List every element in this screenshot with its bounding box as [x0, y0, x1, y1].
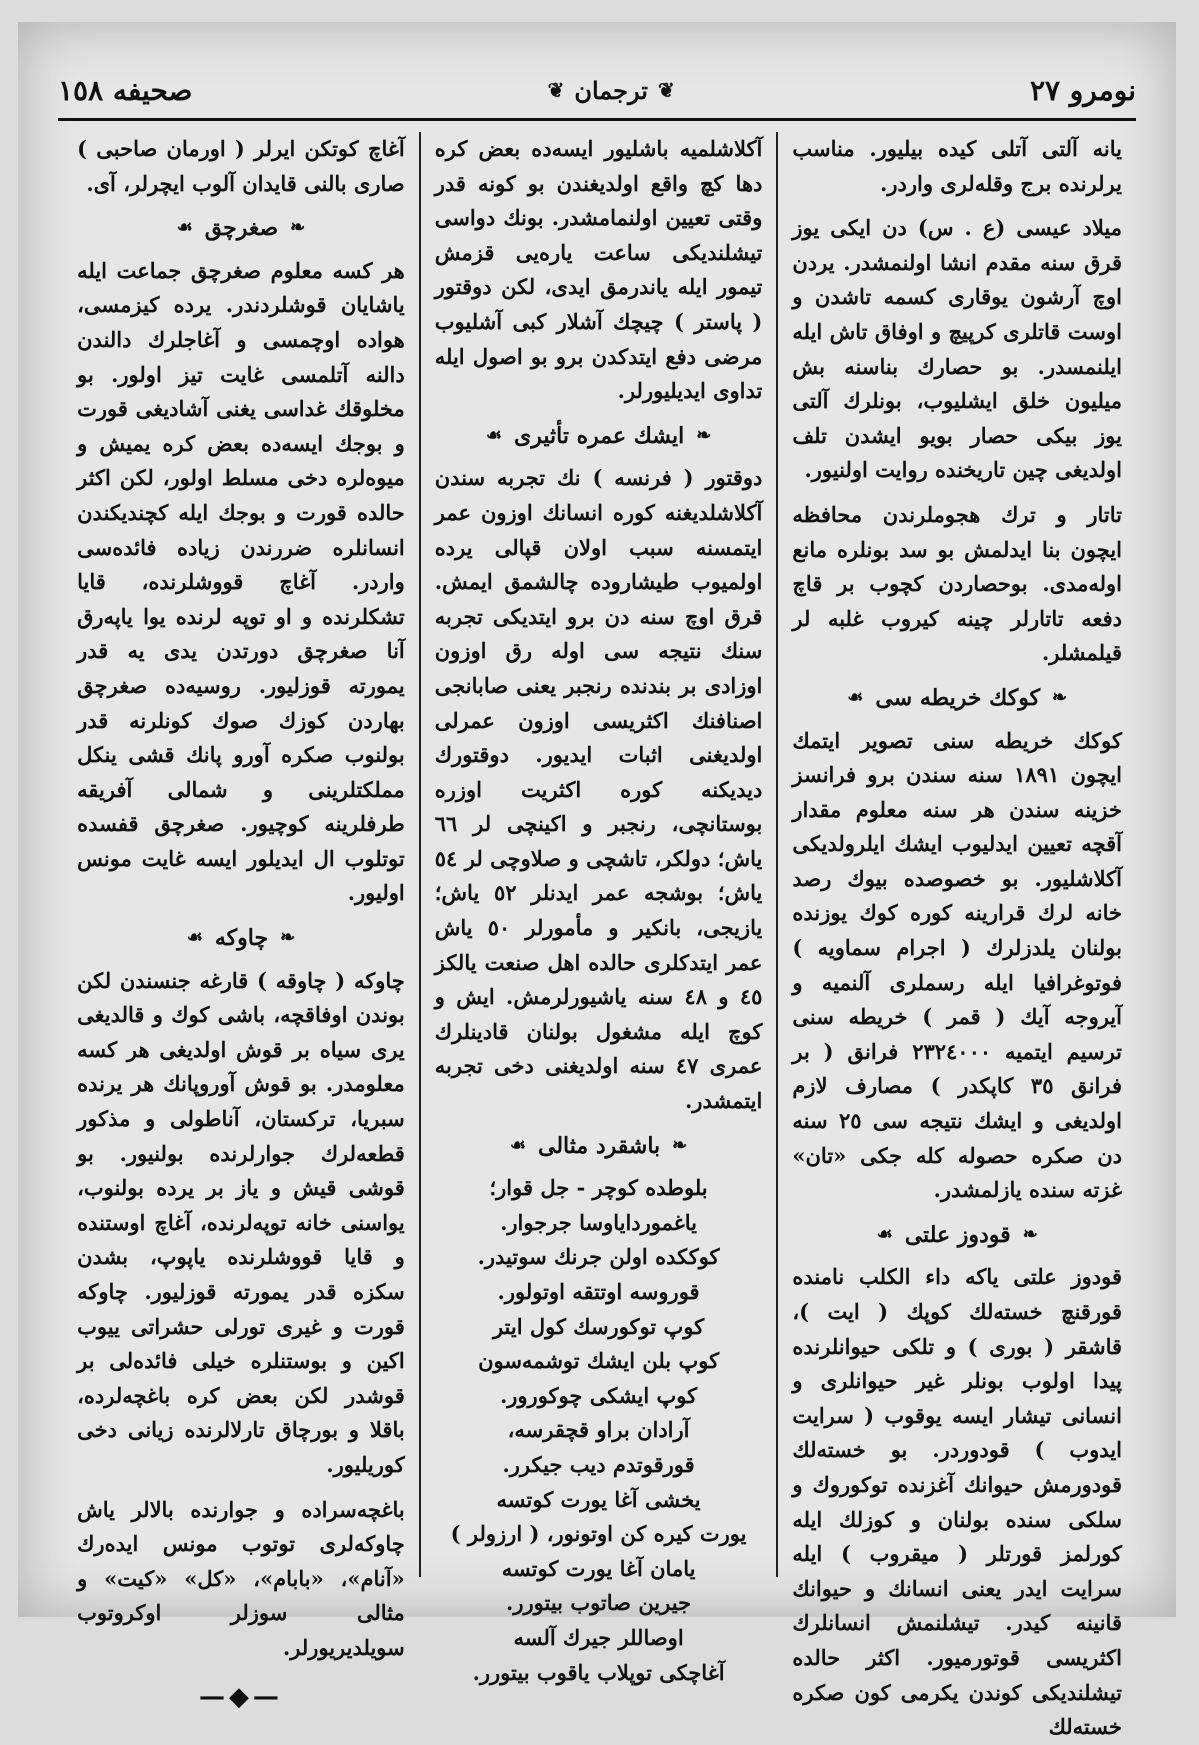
poem-line: قورقوتدم ديب جيكرر. — [502, 1451, 695, 1477]
ornament-icon: ❧ — [290, 217, 306, 239]
paragraph: يانه آلتى آتلى كيده بيليور. مناسب يرلرنده برج وقلەلرى واردر. — [792, 136, 1122, 196]
poem-line: يامان آغا يورت كوتسه — [501, 1555, 696, 1581]
paragraph: آغاچ كوتكن ايرلر ( اورمان صاحبى ) صارى بالنى قايدان آلوب ايچرلر، آى. — [77, 136, 405, 196]
ornament-icon: ☙ — [847, 686, 864, 708]
poem-line: اوصاللر جيرك آلسه — [513, 1624, 684, 1650]
ornament-icon: ☙ — [176, 217, 193, 239]
ornament-icon: ❧ — [1052, 686, 1068, 708]
paragraph: قودوز علتى ياكه داء الكلب نامنده قورقنچ خستەلك كوپك ( ايت )، قاشقر ( بورى ) و تلكى حيوانلرنده پيدا اولوب بونلر غير حيوانلرى و انسانى تيشار ايسه يوقوب ( سرايت ايدوب ) قودوردر. بو خستەلك قودورمش حيوانك آغزنده توكوروك و سلكى سنده بولنان و كوزلك ايله كورلمز قورتلر ( ميقروب ) ايله سرايت ايدر يعنى انسانك و حيوانك قانينه كيدر. تيشلنمش انسانلرك اكثريسى قوتورميور. اكثر حالده تيشلنديكى كوندن يكرمى كون صكره خستەلك — [792, 1264, 1122, 1740]
poem-line: كوپ توكورسك كول ايتر — [492, 1313, 705, 1339]
newspaper-page — [18, 22, 1176, 1740]
section-heading — [792, 681, 1122, 716]
section-title: ايشك عمره تأثيرى — [514, 422, 685, 449]
ornament-icon: ❧ — [1022, 1223, 1038, 1245]
poem — [435, 1171, 763, 1690]
ornament-icon: ☙ — [186, 927, 203, 949]
paragraph: باغچەسراده و جوارنده بالالر ياش چاوكەلرى توتوب مونس ايدەرك «آنام»، «بابام»، «كل» «كيت» و مثالى سوزلر اوكروتوب سويلديريورلر. — [77, 1496, 405, 1660]
poem-line: آرادان براو قچقرسه، — [507, 1417, 690, 1443]
column-middle — [421, 132, 779, 1685]
newspaper-title: ترجمان — [574, 75, 648, 105]
ornament-icon: ❧ — [696, 424, 712, 446]
paragraph: هر كسه معلوم صغرچق جماعت ايله ياشايان قوشلردندر. يرده كيزمسى، هواده اوچمسى و آغاجلرك دالندن دالنه آتلمسى غايت تيز اولور. بو مخلوقك غداسى يغنى آشاديغى قورت و بوجك ايسەده بعض كره يميش و ميوەلره دخى مسلط اولور، لكن اكثر حالده قورت و بوجك ايله كچنديكندن انسانلره ضررندن زياده فائدەسى واردر. آغاچ قووشلرنده، قايا تشكلرنده و او توپه لرنده يوا ياپەرق آنا صغرچق دورتدن يدى يه قدر يمورته قوزليور. روسيەده صغرچق بهاردن كوزك صوك كونلرنه قدر بولنوب صكره آورو پانك قشى ينكل مملكتلرينى و شمالى آفريقه طرفلرينه كوچيور. صغرچق قفسده توتلوب ال ايديلور ايسه غايت مونس اوليور. — [77, 257, 405, 906]
column-right — [778, 132, 1136, 1740]
masthead — [548, 76, 675, 105]
paragraph: دوقتور ( فرنسه ) نك تجربه سندن آكلاشلديغنه كوره انسانك اوزون عمر ايتمسنه سبب اولان قپالى يرده اولميوب طيشاروده چالشمق ايمش. قرق اوچ سنه دن برو ايتديكى تجربه سنك نتيجه سى اوله رق اوزون اوزادى بر بندنده رنجبر يعنى صابانجى اصنافنك اكثريسى اوزون عمرلى اولديغنى اثبات ايديور. دوقتورك ديديكنه كوره اكثريت اوزره بوستانچى، رنجبر و اكينچى لر ٦٦ ياش؛ دولكر، تاشچى و صلاوچى لر ٥٤ ياش؛ بوشجه عمر ايدنلر ٥٢ ياش؛ يازيجى، بانكير و مأمورلر ٥٠ ياش عمر ايتدكلرى حالده اهل صنعت يالكز ٤٥ و ٤٨ سنه ياشيورلرمش. ايش و كوچ ايله مشغول بولنان قادينلرك عمرى ٤٧ سنه اولديغنى دخى تجربه ايتمشدر. — [434, 465, 763, 1114]
section-heading — [435, 1129, 763, 1164]
section-heading — [792, 1218, 1122, 1253]
poem-line: كوككده اولن جرنك سوتيدر. — [477, 1244, 720, 1270]
column-left — [63, 132, 421, 1712]
ornament-icon: ❦ — [657, 78, 675, 102]
paragraph: آكلاشلميه باشليور ايسەده بعض كره دها كچ واقع اولديغندن بو كونه قدر وقتى تعيين اولنمامشدر. بونك دواسى تيشلنديكى ساعت يارەيى قزمش تيمور ايله ياندرمق ايدى، لكن دوقتور ( پاستر ) چيچك آشلار كبى آشليوب مرضى دفع ايتدكدن برو بو اصول ايله تداوى ايديليورلر. — [434, 136, 763, 404]
poem-line: بلوطده كوچر - جل قوار؛ — [489, 1175, 708, 1201]
paragraph: چاوكه ( چاوقه ) قارغه جنسندن لكن بوندن اوفاقچه، باشى كوك و قالديغى يرى سياه بر قوش اولديغى هر كسه معلومدر. بو قوش آوروپانك هر يرنده سبريا، تركستان، آناطولى و مذكور قطعەلرك جوارلرنده بولنيور. بو قوشى قيش و ياز بر يرده بولنوب، يواسنى خانه توپەلرنده، آغاچ اوستنده و قايا قووشلرنده ياپوپ، بشدن سكزه قدر يمورته قوزليور. چاوكه قورت و غيرى تورلى حشراتى ييوب اكين و بوستنلره خيلى فائدەلى بر قوشدر لكن بعض كره باغچەلرده، باقلا و بورچاق تارلالرنده زيانى دخى كوريليور. — [77, 967, 405, 1477]
section-title: كوكك خريطه سى — [875, 684, 1041, 711]
poem-line: ياغمورداياوسا جرجوار. — [500, 1209, 698, 1235]
section-heading — [435, 419, 763, 454]
ornament-icon: ☙ — [509, 1134, 527, 1156]
poem-line: جيرين صاتوب بيتورر. — [506, 1590, 692, 1616]
poem-line: يخشى آغا يورت كوتسه — [496, 1486, 701, 1512]
poem-line: آغاچكى توپلاب ياقوب بيتورر. — [472, 1659, 725, 1685]
paragraph: تاتار و ترك هجوملرندن محافظه ايچون بنا ايدلمش بو سد بونلره مانع اولەمدى. بوحصاردن كچوب بر قاچ دفعه تاتارلر چينه كيروب غلبه لر قيلمشلر. — [792, 501, 1122, 666]
section-title: چاوكه — [214, 925, 269, 952]
section-heading — [77, 211, 405, 246]
section-title: قودوز علتى — [904, 1221, 1011, 1248]
section-heading — [77, 921, 405, 956]
poem-line: كوپ بلن ايشك توشمەسون — [478, 1348, 720, 1374]
poem-line: يورت كيره كن اوتونور، ( ارزولر ) — [450, 1521, 747, 1547]
poem-line: كوپ ايشكى چوكورور. — [499, 1382, 698, 1408]
header-rule — [58, 118, 1136, 121]
paragraph: ميلاد عيسى (ع . س) دن ايكى يوز قرق سنه مقدم انشا اولنمشدر. يردن اوچ آرشون يوقارى كسمه تاشدن و اوست قاتلرى كرپيچ و اوفاق تاش ايله ايلنمسدر. بو حصارك بناسنه بش ميليون خلق ايشليوب، بونلرك آلتى يوز بيكى حصار بويو ايشدن تلف اولديغى چين تاريخنده روايت اولنيور. — [792, 215, 1122, 483]
ornament-icon: ☙ — [876, 1223, 893, 1245]
ornament-icon: ❧ — [280, 927, 296, 949]
section-title: صغرچق — [204, 215, 279, 242]
ornament-icon: ❧ — [672, 1134, 688, 1156]
section-title: باشقرد مثالى — [538, 1132, 661, 1159]
ornament-icon: ❦ — [547, 78, 565, 102]
ornament-icon: ☙ — [485, 424, 502, 446]
issue-number: نومرو ٢٧ — [1029, 73, 1136, 107]
paragraph: كوكك خريطه سنى تصوير ايتمك ايچون ١٨٩١ سنه سندن برو فرانسز خزينه سندن هر سنه معلوم مقدار آقچه تعيين ايدليوب ايشك ايلرولديكى آكلاشليور. بو خصوصده بيوك رصد خانه لرك قرارينه كوره كوك يوزنده بولنان يلدزلرك ( اجرام سماويه ) فوتوغرافيا ايله رسملرى آلنميه و آيروجه آيك ( قمر ) خريطه سنى ترسيم ايتميه ٢٣٢٤٠٠٠ فرانق ( بر فرانق ٣٥ كاپكدر ) مصارف لازم اولديغى و ايشك نتيجه سى ٢٥ سنه دن صكره حصوله كله جكى «تان» غزته سنده يازلمشدر. — [792, 727, 1122, 1203]
page-header — [58, 60, 1136, 120]
end-ornament: —◆— — [198, 1681, 283, 1712]
poem-line: قوروسه اوتتقه اوتولور. — [497, 1279, 700, 1304]
page-number: صحيفه ١٥٨ — [58, 73, 193, 107]
columns — [63, 132, 1136, 1740]
